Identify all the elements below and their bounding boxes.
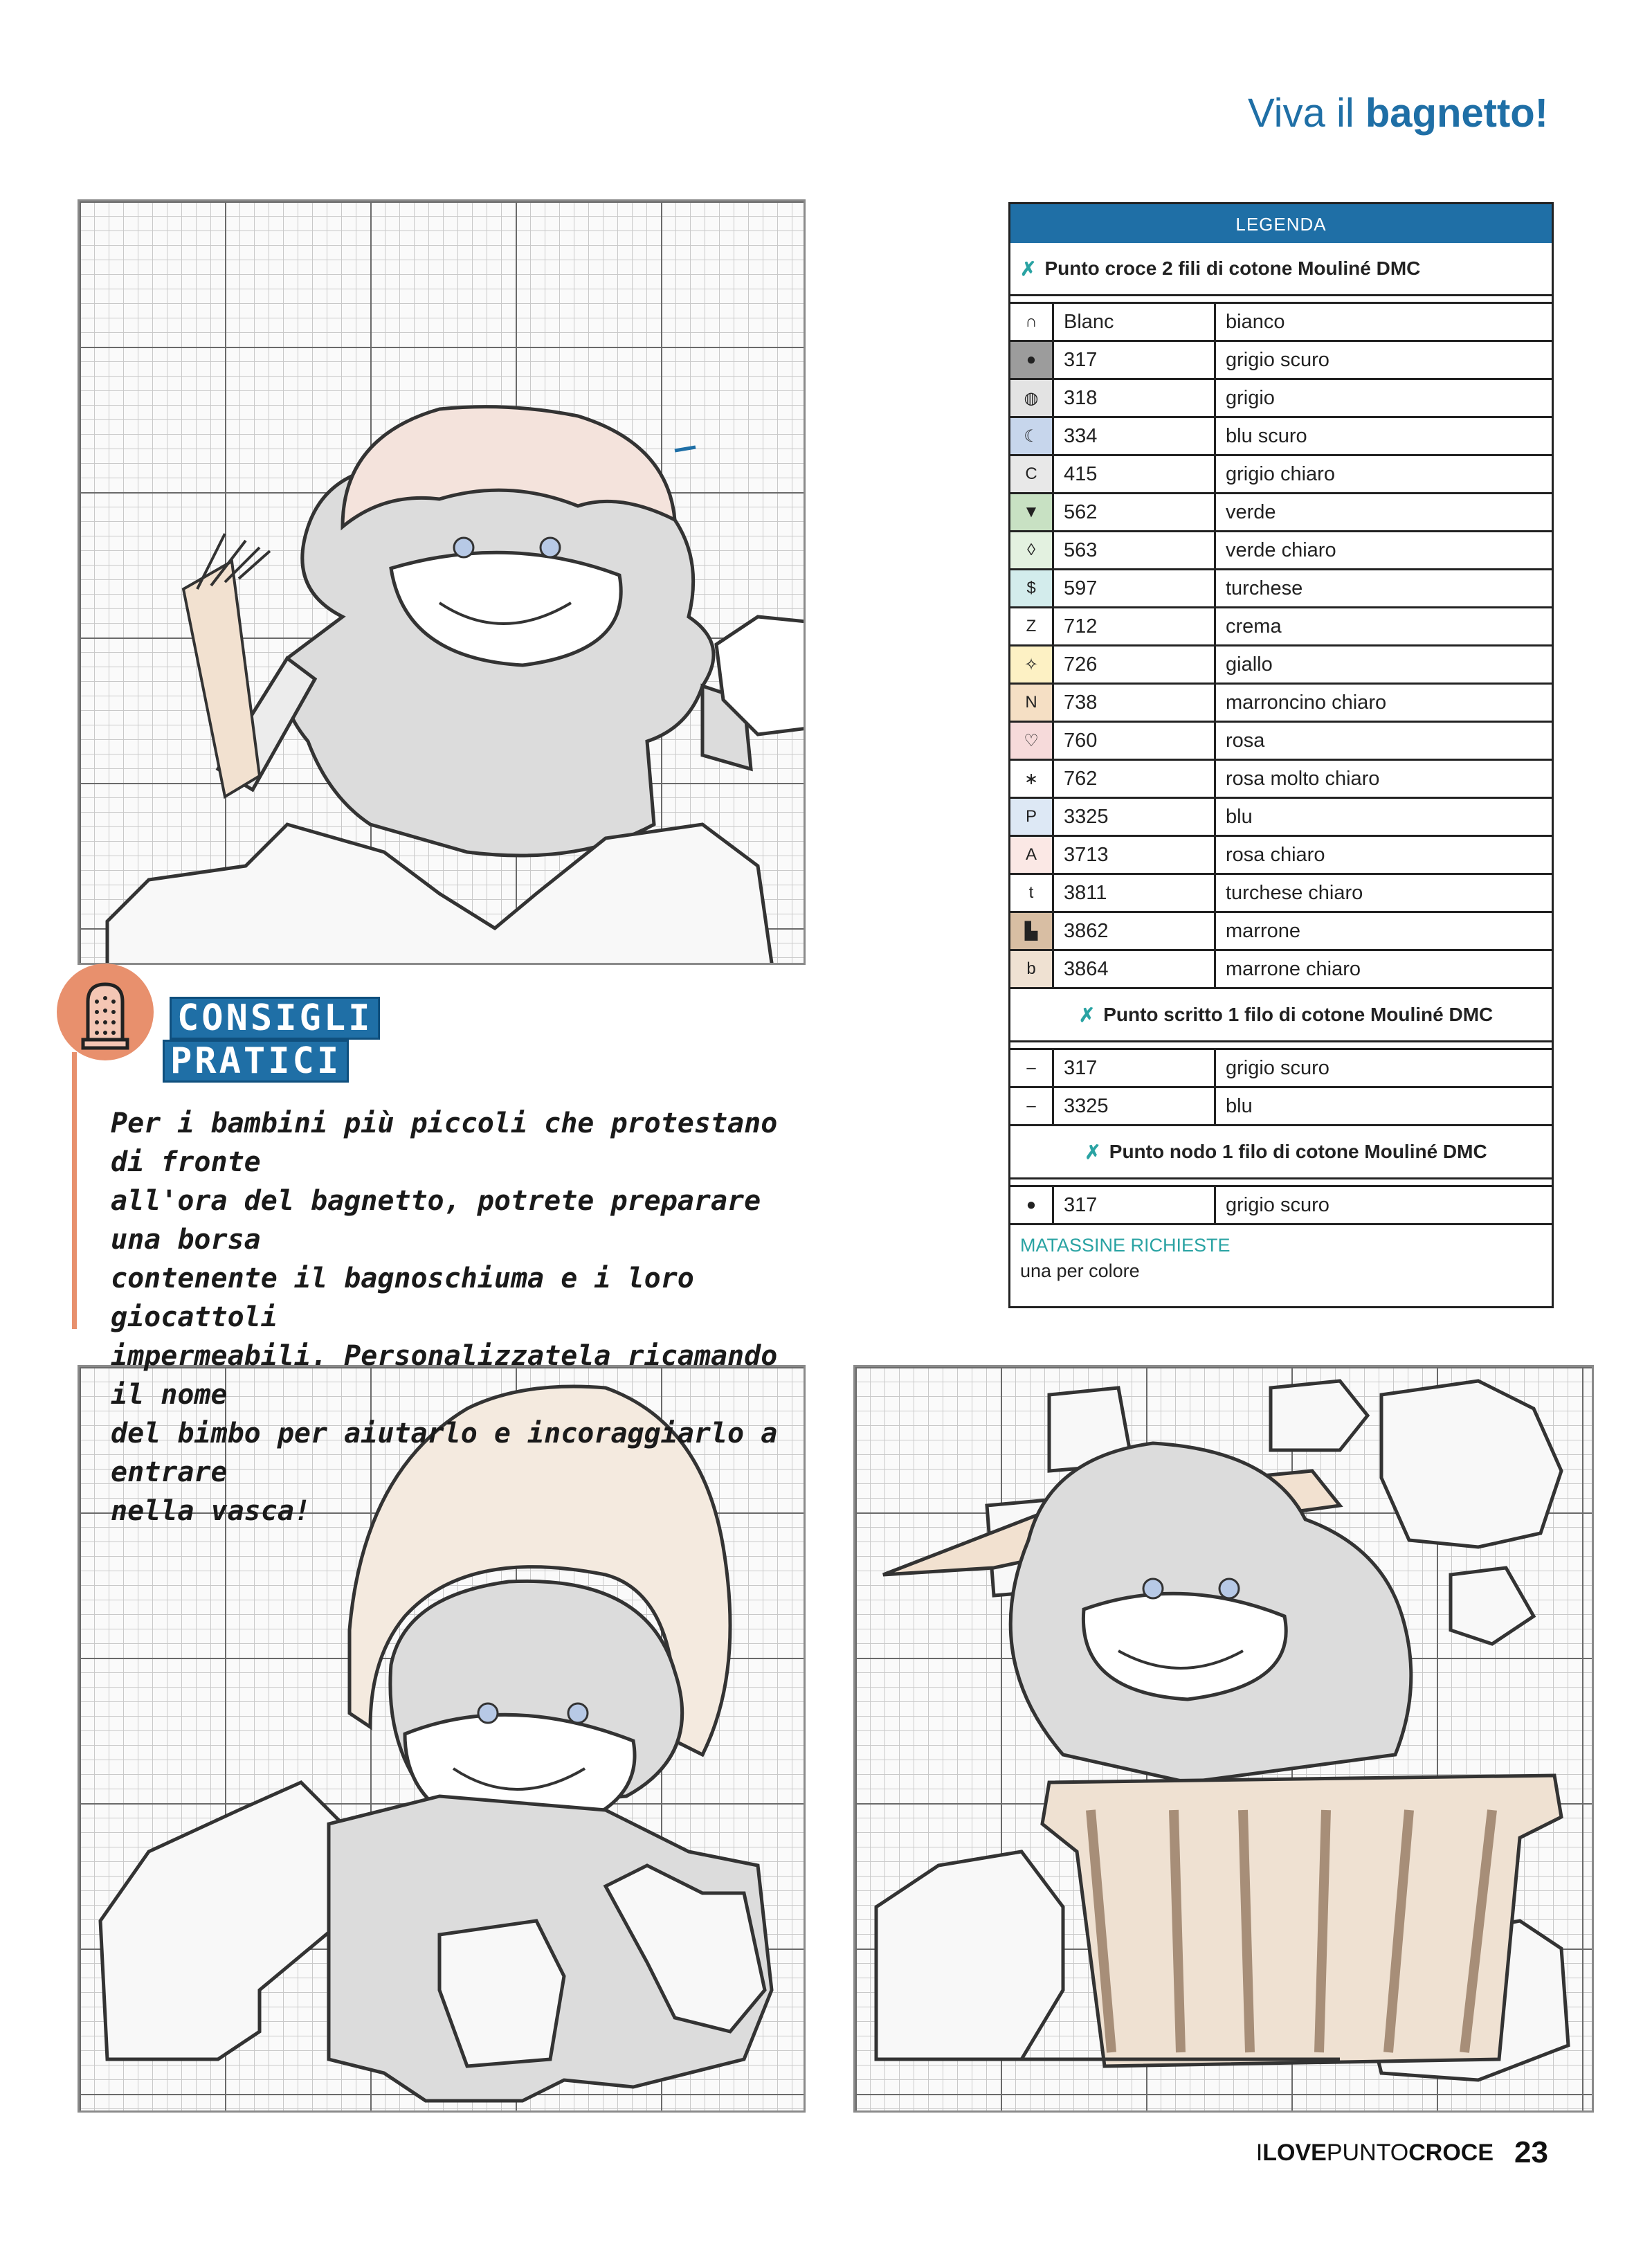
legend-symbol: Z: [1010, 608, 1054, 644]
legend-symbol: ♡: [1010, 723, 1054, 759]
legend-color-name: grigio chiaro: [1226, 462, 1335, 485]
legend-symbol: P: [1010, 799, 1054, 835]
legend-rows-backstitch: [1010, 1050, 1552, 1126]
legend-symbol: ◍: [1010, 380, 1054, 416]
legend-color-name: marrone chiaro: [1226, 957, 1361, 980]
cross-stitch-chart-basket: [853, 1365, 1594, 2113]
legend-row: [1010, 380, 1552, 418]
cross-icon: ✗: [1084, 1141, 1101, 1163]
legend-symbol: t: [1010, 875, 1054, 911]
legend-table: [1008, 202, 1554, 1308]
legend-symbol: ☾: [1010, 418, 1054, 454]
legend-gap: [1010, 1179, 1552, 1187]
legend-symbol: –: [1010, 1088, 1054, 1124]
footer-text: una per colore: [1020, 1260, 1140, 1281]
tips-title: [163, 997, 380, 1083]
legend-symbol: ◊: [1010, 532, 1054, 568]
legend-rows-cross-stitch: [1010, 304, 1552, 989]
legend-row: [1010, 1050, 1552, 1088]
legend-color-name: marroncino chiaro: [1226, 691, 1387, 714]
legend-color-name: verde: [1226, 500, 1276, 523]
legend-row: [1010, 304, 1552, 342]
legend-symbol: ∩: [1010, 304, 1054, 340]
legend-row: [1010, 837, 1552, 875]
legend-color-name: turchese: [1226, 577, 1303, 599]
legend-code: 712: [1054, 608, 1216, 644]
legend-symbol: A: [1010, 837, 1054, 873]
legend-symbol: ▙: [1010, 913, 1054, 949]
legend-symbol: ✧: [1010, 647, 1054, 682]
legend-color-name: turchese chiaro: [1226, 881, 1363, 904]
footer-croce: CROCE: [1408, 2139, 1494, 2166]
legend-color-name: giallo: [1226, 653, 1273, 676]
tips-title-line1: CONSIGLI: [170, 997, 380, 1040]
footer-mid: PUNTO: [1326, 2139, 1409, 2166]
page-number: 23: [1514, 2135, 1548, 2169]
legend-color-name: grigio scuro: [1226, 1056, 1329, 1079]
legend-color-name: rosa: [1226, 729, 1265, 752]
legend-color-name: grigio scuro: [1226, 1193, 1329, 1216]
cross-stitch-chart-toothbrush: [78, 199, 806, 965]
legend-row: [1010, 799, 1552, 837]
legend-code: 3864: [1054, 951, 1216, 987]
legend-row: [1010, 608, 1552, 647]
legend-section-french-knot: [1010, 1126, 1552, 1179]
legend-color-name: blu scuro: [1226, 424, 1307, 447]
legend-section-backstitch: [1010, 989, 1552, 1042]
legend-symbol: N: [1010, 685, 1054, 721]
header-strong: bagnetto!: [1365, 91, 1548, 136]
legend-title: LEGENDA: [1010, 204, 1552, 243]
legend-row: [1010, 456, 1552, 494]
legend-row: [1010, 1187, 1552, 1225]
tips-line: nella vasca!: [111, 1495, 311, 1527]
legend-code: 3713: [1054, 837, 1216, 873]
legend-code: 317: [1054, 1187, 1216, 1223]
legend-row: [1010, 532, 1552, 570]
legend-row: [1010, 913, 1552, 951]
legend-row: [1010, 418, 1552, 456]
legend-color-name: blu: [1226, 1094, 1253, 1117]
legend-code: 3325: [1054, 799, 1216, 835]
thimble-icon: [57, 964, 154, 1060]
tips-title-line2: PRATICI: [163, 1040, 349, 1083]
legend-row: [1010, 1088, 1552, 1126]
legend-color-name: grigio: [1226, 386, 1275, 409]
legend-row: [1010, 647, 1552, 685]
legend-code: 415: [1054, 456, 1216, 492]
legend-color-name: verde chiaro: [1226, 539, 1336, 561]
legend-row: [1010, 875, 1552, 913]
legend-code: Blanc: [1054, 304, 1216, 340]
legend-symbol: C: [1010, 456, 1054, 492]
legend-code: 3325: [1054, 1088, 1216, 1124]
legend-code: 3862: [1054, 913, 1216, 949]
legend-code: 563: [1054, 532, 1216, 568]
legend-code: 762: [1054, 761, 1216, 797]
legend-row: [1010, 723, 1552, 761]
legend-color-name: grigio scuro: [1226, 348, 1329, 371]
legend-code: 317: [1054, 1050, 1216, 1086]
legend-code: 726: [1054, 647, 1216, 682]
legend-gap: [1010, 1042, 1552, 1050]
section-label: Punto nodo 1 filo di cotone Mouliné DMC: [1109, 1141, 1487, 1162]
section-label: Punto croce 2 fili di cotone Mouliné DMC: [1044, 257, 1421, 279]
tips-line: del bimbo per aiutarlo e incoraggiarlo a entrare: [111, 1418, 778, 1488]
legend-color-name: marrone: [1226, 919, 1300, 942]
header-pre: Viva il: [1248, 91, 1365, 136]
legend-gap: [1010, 296, 1552, 304]
legend-footer: [1010, 1225, 1552, 1292]
legend-symbol: $: [1010, 570, 1054, 606]
footer-pre: I: [1255, 2139, 1263, 2166]
legend-row: [1010, 342, 1552, 380]
legend-row: [1010, 570, 1552, 608]
legend-color-name: rosa molto chiaro: [1226, 767, 1380, 790]
cross-icon: ✗: [1020, 257, 1037, 280]
chart-drawing: [80, 201, 804, 963]
legend-symbol: –: [1010, 1050, 1054, 1086]
tips-line: impermeabili. Personalizzatela ricamando il nome: [111, 1340, 778, 1411]
legend-code: 317: [1054, 342, 1216, 378]
legend-color-name: bianco: [1226, 310, 1285, 333]
page-footer: [1256, 2135, 1548, 2170]
footer-title: MATASSINE RICHIESTE: [1020, 1235, 1231, 1256]
section-label: Punto scritto 1 filo di cotone Mouliné DMC: [1103, 1004, 1494, 1025]
legend-section-cross-stitch: [1010, 243, 1552, 296]
legend-color-name: crema: [1226, 615, 1282, 638]
legend-symbol: ●: [1010, 1187, 1054, 1223]
legend-color-name: rosa chiaro: [1226, 843, 1325, 866]
legend-code: 760: [1054, 723, 1216, 759]
cross-icon: ✗: [1078, 1004, 1096, 1026]
legend-code: 738: [1054, 685, 1216, 721]
tips-text: [111, 1104, 817, 1530]
legend-code: 3811: [1054, 875, 1216, 911]
tips-line: all'ora del bagnetto, potrete preparare una borsa: [111, 1185, 761, 1256]
legend-symbol: b: [1010, 951, 1054, 987]
legend-symbol: ∗: [1010, 761, 1054, 797]
legend-row: [1010, 685, 1552, 723]
legend-color-name: blu: [1226, 805, 1253, 828]
tips-line: contenente il bagnoschiuma e i loro giocattoli: [111, 1263, 694, 1333]
legend-code: 562: [1054, 494, 1216, 530]
legend-symbol: ▼: [1010, 494, 1054, 530]
tips-line: Per i bambini più piccoli che protestano di fronte: [111, 1108, 778, 1178]
legend-row: [1010, 761, 1552, 799]
tips-divider: [72, 1052, 77, 1329]
legend-rows-french-knot: [1010, 1187, 1552, 1225]
legend-code: 597: [1054, 570, 1216, 606]
chart-drawing: [855, 1367, 1592, 2110]
legend-row: [1010, 951, 1552, 989]
footer-love: LOVE: [1262, 2139, 1327, 2166]
legend-symbol: ●: [1010, 342, 1054, 378]
legend-code: 334: [1054, 418, 1216, 454]
legend-code: 318: [1054, 380, 1216, 416]
legend-row: [1010, 494, 1552, 532]
page-header: [1248, 90, 1548, 136]
